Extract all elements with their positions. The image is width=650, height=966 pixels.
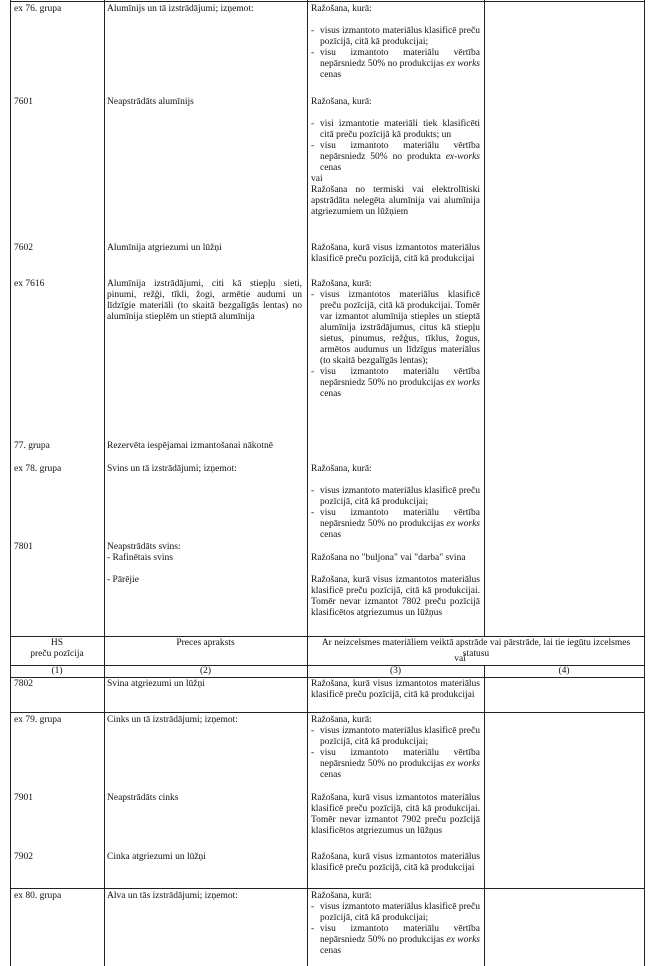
- rule-7901: Ražošana, kurā visus izmantotos materiālus klasificē preču pozīcijā, citā kā produkcijai. Tomēr nevar izmantot 7902 preču pozīcijā klasificētos atgriezumus un lūžņus: [311, 793, 480, 836]
- rule-header-bottom: [10, 677, 644, 678]
- rule-ex7616: [311, 279, 480, 400]
- rule-ex80: [311, 891, 480, 957]
- rule-bullet: - visu izmantoto materiālu vērtība nepārsniedz 50% no produkta ex-works cenas: [311, 141, 480, 174]
- desc-7801: [107, 542, 302, 564]
- rule-ex79: [311, 715, 480, 781]
- desc-ex7616: Alumīnija izstrādājumi, citi kā stiepļu sieti, pinumi, režģi, tīkli, žogi, armētie audumi un līdzīgie materiāli (to skaitā bezgalīgās lentas) no alumīnija stieplēm un stieptā alumīnija: [107, 279, 302, 322]
- desc-title: Neapstrādāts svins:: [107, 542, 181, 552]
- code-7801: 7801: [14, 542, 33, 552]
- desc-77: Rezervēta iespējamai izmantošanai nākotnē: [107, 441, 273, 451]
- rule-left: [10, 0, 11, 966]
- rule-7802: Ražošana, kurā visus izmantotos materiālus klasificē preču pozīcijā, citā kā produkcijai: [311, 679, 480, 700]
- rule-row-7802: [10, 712, 644, 713]
- code-7602: 7602: [14, 243, 33, 253]
- desc-ex79: Cinks un tā izstrādājumi; izņemot:: [107, 715, 238, 725]
- rule-ex76: [311, 4, 480, 81]
- rule-bullet: - visu izmantoto materiālu vērtība nepārsniedz 50% no produkcijas ex works cenas: [311, 367, 480, 400]
- rule-intro: Ražošana, kurā:: [311, 891, 372, 901]
- rule-7602: Ražošana, kurā visus izmantotos materiālus klasificē preču pozīcijā, citā kā produkcijai: [311, 243, 480, 264]
- rule-bullet: - visu izmantoto materiālu vērtība nepārsniedz 50% no produkcijas ex works cenas: [311, 48, 480, 81]
- header-num-3: (3): [389, 666, 402, 676]
- rule-bullet: - visi izmantotie materiāli tiek klasificēti citā preču pozīcijā kā produkts; un: [311, 119, 480, 141]
- code-7901: 7901: [14, 793, 33, 803]
- code-ex76: ex 76. grupa: [14, 4, 62, 14]
- rule-bullet: - visus izmantoto materiālus klasificē preču pozīcijā, citā kā produkcijai;: [311, 902, 480, 924]
- code-7902: 7902: [14, 852, 33, 862]
- desc-sub-refined: - Rafinētais svins: [107, 553, 173, 563]
- header-num-1: (1): [51, 666, 63, 676]
- rule-right: [644, 0, 645, 966]
- rule-7801-other: Ražošana, kurā visus izmantotos materiālus klasificē preču pozīcijā, citā kā produkcijai. Tomēr nevar izmantot 7802 preču pozīcijā klasificētos atgriezumus un lūžņus: [311, 575, 480, 618]
- rule-alt: Ražošana no termiski vai elektrolītiski apstrādāta nelegēta alumīnija vai alumīnija atgriezumiem un lūžņiem: [311, 185, 480, 217]
- header-num-2: (2): [199, 666, 212, 676]
- rule-ex78: [311, 464, 480, 541]
- rule-header-top: [10, 636, 644, 637]
- header-processing: Ar neizcelsmes materiāliem veiktā apstrāde vai pārstrāde, lai tie iegūtu izcelsmes statusu: [321, 638, 631, 659]
- code-7601: 7601: [14, 97, 33, 107]
- code-ex7616: ex 7616: [14, 279, 45, 289]
- desc-7601: Neapstrādāts alumīnijs: [107, 97, 194, 107]
- rule-7601: [311, 97, 480, 218]
- code-77: 77. grupa: [14, 441, 50, 451]
- rule-top: [10, 1, 644, 2]
- desc-7902: Cinka atgriezumi un lūžņi: [107, 852, 206, 862]
- rule-bullet: - visu izmantoto materiālu vērtība nepārsniedz 50% no produkcijas ex works cenas: [311, 748, 480, 781]
- desc-ex76: Alumīnijs un tā izstrādājumi; izņemot:: [107, 4, 254, 14]
- rule-bullet: - visus izmantoto materiālus klasificē preču pozīcijā, citā kā produkcijai;: [311, 486, 480, 508]
- code-7802: 7802: [14, 679, 33, 689]
- rule-intro: Ražošana, kurā:: [311, 464, 372, 474]
- header-description: Preces apraksts: [176, 638, 235, 648]
- header-num-4: (4): [558, 666, 570, 676]
- desc-7901: Neapstrādāts cinks: [107, 793, 179, 803]
- desc-7802: Svina atgriezumi un lūžņi: [107, 679, 205, 689]
- desc-7602: Alumīnija atgriezumi un lūžņi: [107, 243, 222, 253]
- rule-col2: [307, 0, 308, 966]
- code-ex80: ex 80. grupa: [14, 891, 62, 901]
- rule-intro: Ražošana, kurā:: [311, 97, 372, 107]
- rule-intro: Ražošana, kurā:: [311, 279, 372, 289]
- code-ex79: ex 79. grupa: [14, 715, 62, 725]
- rule-bullet: - visu izmantoto materiālu vērtība nepārsniedz 50% no produkcijas ex works cenas: [311, 924, 480, 957]
- desc-ex78: Svins un tā izstrādājumi; izņemot:: [107, 464, 237, 474]
- rule-bullet: - visu izmantoto materiālu vērtība nepārsniedz 50% no produkcijas ex works cenas: [311, 508, 480, 541]
- rule-intro: Ražošana, kurā:: [311, 4, 372, 14]
- rule-bullet: - visus izmantotos materiālus klasificē preču pozīcijā, citā kā produkcijai. Tomēr var izmantot alumīnija stieples un stieptā alumīnija izstrādājumus, citus kā stiepļu sietus, pinumus, režģus, tīklus, žogus, armētos audumus un līdzīgus materiālus (to skaitā bezgalīgās lentas);: [311, 290, 480, 367]
- rule-col3-bottom: [484, 665, 485, 966]
- rule-col1: [104, 0, 105, 966]
- rule-intro: Ražošana, kurā:: [311, 715, 372, 725]
- rule-bullet: - visus izmantoto materiālus klasificē preču pozīcijā, citā kā produkcijai;: [311, 26, 480, 48]
- code-ex78: ex 78. grupa: [14, 464, 62, 474]
- rule-col3-top: [484, 0, 485, 636]
- header-hs-position: HS preču pozīcija: [30, 638, 84, 659]
- header-or: vai: [454, 654, 466, 664]
- rule-or: vai: [311, 174, 323, 184]
- rule-bullet: - visus izmantoto materiālus klasificē preču pozīcijā, citā kā produkcijai;: [311, 726, 480, 748]
- desc-ex80: Alva un tās izstrādājumi; izņemot:: [107, 891, 238, 901]
- rule-7801-refined: Ražošana no "buljona" vai "darba" svina: [311, 553, 466, 563]
- rule-7902: Ražošana, kurā visus izmantotos materiālus klasificē preču pozīcijā, citā kā produkcijai: [311, 852, 480, 873]
- desc-7801-other: - Pārējie: [107, 575, 139, 585]
- rule-row-ex80: [10, 888, 644, 889]
